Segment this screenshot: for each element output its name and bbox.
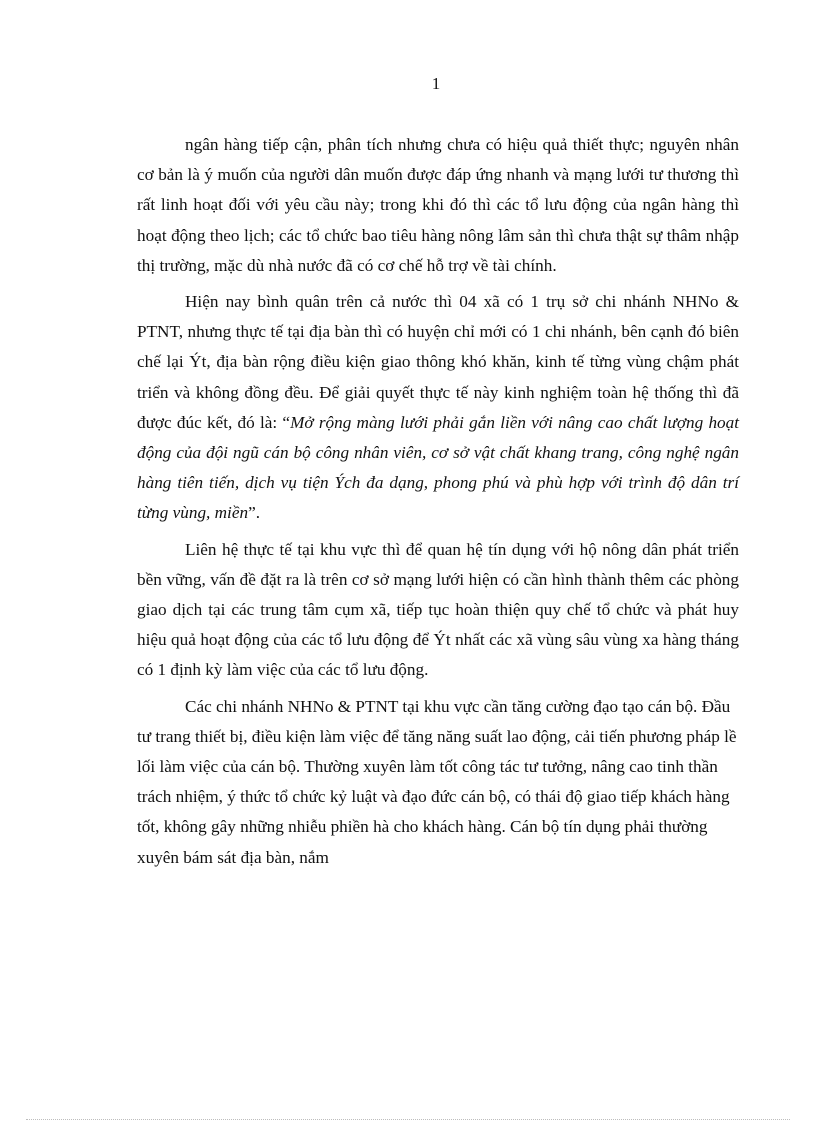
document-body: [137, 130, 739, 879]
paragraph-3: Liên hệ thực tế tại khu vực thì để quan hệ tín dụng với hộ nông dân phát triển bền vững, vấn đề đặt ra là trên cơ sở mạng lưới hiện có cần hình thành thêm các phòng giao dịch tại các trung tâm cụm xã, tiếp tục hoàn thiện quy chế tổ chức và phát huy hiệu quả hoạt động của các tổ lưu động để Ýt nhất các xã vùng sâu vùng xa hàng tháng có 1 định kỳ làm việc của các tổ lưu động.: [137, 539, 739, 680]
paragraph-4: Các chi nhánh NHNo & PTNT tại khu vực cần tăng cường đạo tạo cán bộ. Đầu tư trang thiết bị, điều kiện làm việc để tăng năng suất lao động, cải tiến phương pháp lề lối làm việc của cán bộ. Thường xuyên làm tốt công tác tư tưởng, nâng cao tinh thần trách nhiệm, ý thức tổ chức kỷ luật và đạo đức cán bộ, có thái độ giao tiếp khách hàng tốt, không gây những nhiễu phiền hà cho khách hàng. Cán bộ tín dụng phải thường xuyên bám sát địa bàn, nắm: [137, 696, 737, 867]
page-number: 1: [431, 74, 441, 93]
page-bottom-divider: [26, 1119, 790, 1120]
paragraph-2-closing: ”.: [248, 503, 260, 523]
paragraph-1: ngân hàng tiếp cận, phân tích nhưng chưa có hiệu quả thiết thực; nguyên nhân cơ bản là ý muốn của người dân muốn được đáp ứng nhanh và mạng lưới tư thương thì rất linh hoạt đối với yêu cầu này; trong khi đó thì các tổ lưu động của ngân hàng thì hoạt động theo lịch; các tổ chức bao tiêu hàng nông lâm sản thì chưa thật sự thâm nhập thị trường, mặc dù nhà nước đã có cơ chế hỗ trợ về tài chính.: [137, 135, 739, 275]
paragraph-2: [137, 287, 739, 529]
paragraph-2-quote: Mở rộng màng lưới phải gắn liền với nâng cao chất lượng hoạt động của đội ngũ cán bộ công nhân viên, cơ sở vật chất khang trang, công nghệ ngân hàng tiên tiến, dịch vụ tiện Ých đa dạng, phong phú và phù hợp với trình độ dân trí từng vùng, miền: [137, 412, 740, 523]
paragraph-2-text: Hiện nay bình quân trên cả nước thì 04 xã có 1 trụ sở chi nhánh NHNo & PTNT, nhưng thực tế tại địa bàn thì có huyện chỉ mới có 1 chi nhánh, bên cạnh đó biên chế lại Ýt, địa bàn rộng điều kiện giao thông khó khăn, kinh tế từng vùng chậm phát triển và không đồng đều. Để giải quyết thực tế này kinh nghiệm toàn hệ thống thì đã được đúc kết, đó là: “: [137, 292, 739, 432]
